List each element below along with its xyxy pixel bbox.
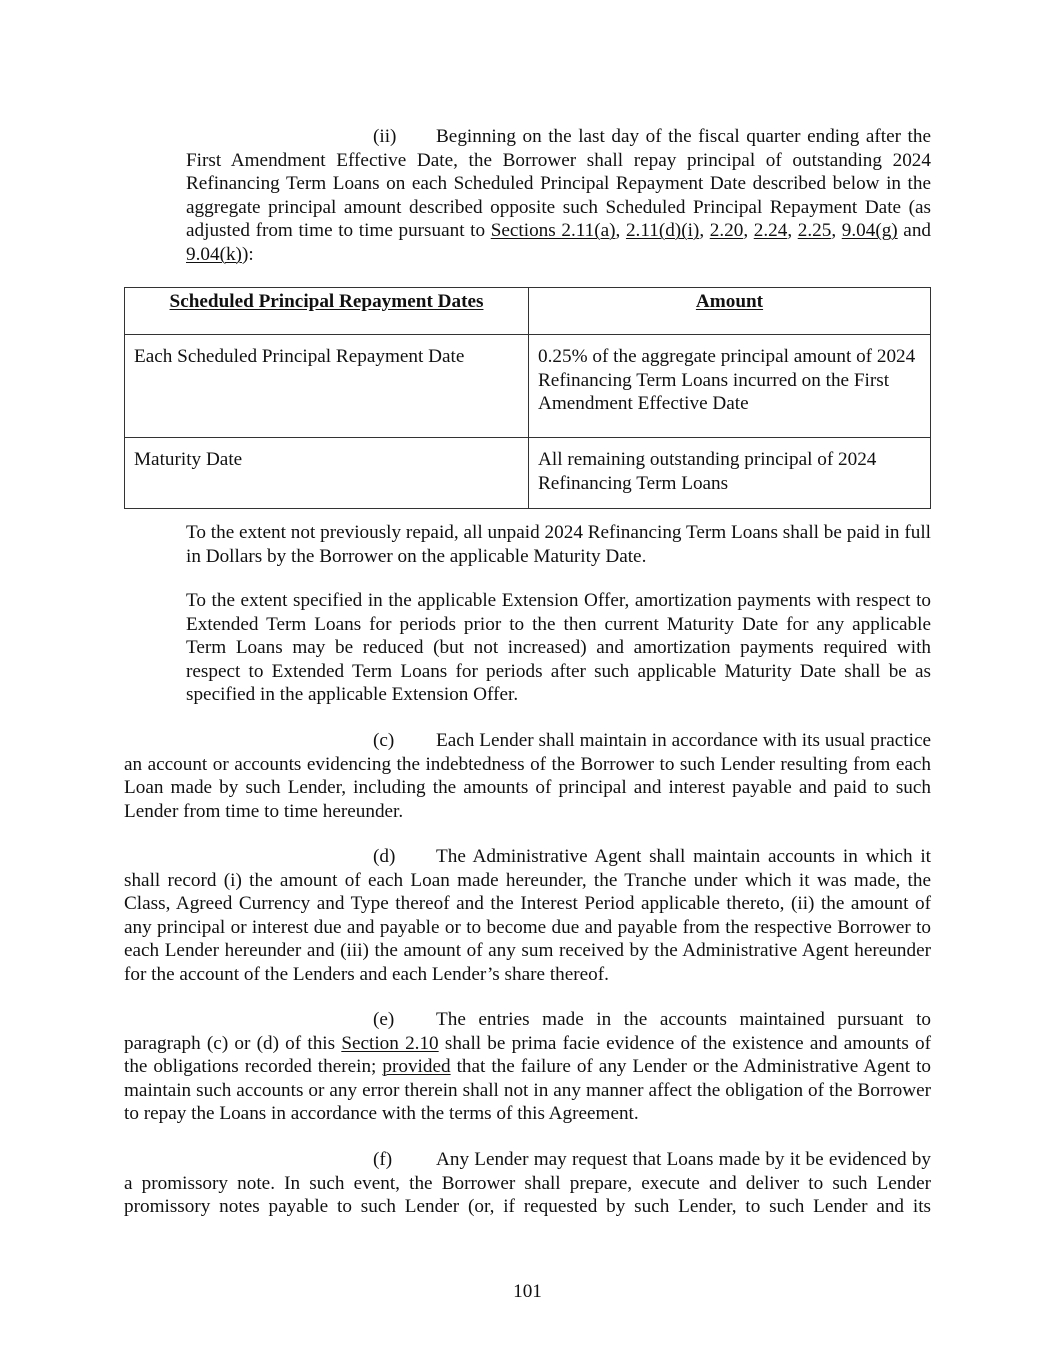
paragraph-extension-offer: To the extent specified in the applicable Extension Offer, amortization payments with respect to Extended Term Loans for periods prior to the then current Maturity Date for any applicable Term Loans may be reduced (but not increased) and amortization payments required with respect to Extended Term Loans for periods after such applicable Maturity Date shall be as specified in the applicable Extension Offer. bbox=[186, 590, 931, 706]
paragraph-label: (e) bbox=[373, 1009, 395, 1030]
table-cell-amount: All remaining outstanding principal of 2024 Refinancing Term Loans bbox=[529, 438, 931, 509]
paragraph-label: (d) bbox=[373, 846, 396, 867]
paragraph-text: Beginning on the last day of the fiscal quarter ending after the First Amendment Effective Date, the Borrower shall repay principal of outstanding 2024 Refinancing Term Loans on each Scheduled Principal Repayment Date described below in the aggregate principal amount described opposite such Scheduled Principal Repayment Date (as adjusted from time to time pursuant to bbox=[186, 126, 931, 242]
separator: , bbox=[699, 220, 710, 242]
table-header-amount bbox=[529, 288, 931, 335]
section-link[interactable]: Sections 2.11(a) bbox=[490, 220, 616, 242]
defined-term-provided: provided bbox=[382, 1056, 451, 1078]
paragraph-e bbox=[124, 1008, 931, 1126]
header-label: Scheduled Principal Repayment Dates bbox=[169, 291, 484, 312]
section-link[interactable]: 9.04(g) bbox=[841, 220, 898, 242]
page-number: 101 bbox=[513, 1281, 542, 1302]
section-link[interactable]: 2.24 bbox=[753, 220, 788, 242]
separator: , bbox=[787, 220, 798, 242]
separator: , bbox=[831, 220, 842, 242]
table-cell-date: Each Scheduled Principal Repayment Date bbox=[125, 335, 529, 438]
paragraph-label: (c) bbox=[373, 730, 395, 751]
section-link[interactable]: Section 2.10 bbox=[341, 1032, 439, 1054]
paragraph-label: (ii) bbox=[373, 126, 397, 147]
separator: and bbox=[897, 220, 932, 242]
section-link[interactable]: 9.04(k) bbox=[186, 243, 242, 265]
section-link[interactable]: 2.25 bbox=[797, 220, 832, 242]
table-row bbox=[125, 438, 931, 509]
table-row bbox=[125, 335, 931, 438]
separator: , bbox=[615, 220, 626, 242]
paragraph-text: ): bbox=[241, 243, 254, 265]
table-cell-amount: 0.25% of the aggregate principal amount of 2024 Refinancing Term Loans incurred on the First Amendment Effective Date bbox=[529, 335, 931, 438]
paragraph-c bbox=[124, 729, 931, 823]
paragraph-text: Each Lender shall maintain in accordance with its usual practice an account or accounts evidencing the indebtedness of the Borrower to such Lender resulting from each Loan made by such Lender, including the amounts of principal and interest payable and paid to such Lender from time to time hereunder. bbox=[124, 730, 931, 822]
separator: , bbox=[743, 220, 754, 242]
paragraph-text: shall be prima facie evidence of the existence and amounts of the obligations recorded therein; bbox=[124, 1032, 931, 1078]
section-link[interactable]: 2.11(d)(i) bbox=[625, 220, 700, 242]
paragraph-d bbox=[124, 845, 931, 987]
table-header-dates bbox=[125, 288, 529, 335]
paragraph-unpaid-loans: To the extent not previously repaid, all unpaid 2024 Refinancing Term Loans shall be paid in full in Dollars by the Borrower on the applicable Maturity Date. bbox=[186, 522, 931, 567]
paragraph-ii bbox=[186, 125, 931, 267]
paragraph-text: The entries made in the accounts maintained pursuant to paragraph (c) or (d) of this bbox=[124, 1009, 931, 1054]
table-header-row bbox=[125, 288, 931, 335]
paragraph-f bbox=[124, 1148, 931, 1219]
header-label: Amount bbox=[695, 291, 764, 312]
repayment-schedule-table bbox=[124, 287, 931, 509]
section-link[interactable]: 2.20 bbox=[709, 220, 744, 242]
paragraph-text: that the failure of any Lender or the Administrative Agent to maintain such accounts or any error therein shall not in any manner affect the obligation of the Borrower to repay the Loans in accordance with the terms of this Agreement. bbox=[124, 1056, 931, 1125]
table-cell-date: Maturity Date bbox=[125, 438, 529, 509]
paragraph-text: Any Lender may request that Loans made by it be evidenced by a promissory note. In such event, the Borrower shall prepare, execute and deliver to such Lender promissory notes payable to such Lender (or, if requested by such Lender, to such Lender and its bbox=[124, 1149, 931, 1218]
paragraph-label: (f) bbox=[373, 1149, 393, 1170]
paragraph-text: The Administrative Agent shall maintain accounts in which it shall record (i) the amount of each Loan made hereunder, the Tranche under which it was made, the Class, Agreed Currency and Type thereof and the Interest Period applicable thereto, (ii) the amount of any principal or interest due and payable or to become due and payable from the respective Borrower to each Lender hereunder and (iii) the amount of any sum received by the Administrative Agent hereunder for the account of the Lenders and each Lender’s share thereof. bbox=[124, 846, 931, 985]
